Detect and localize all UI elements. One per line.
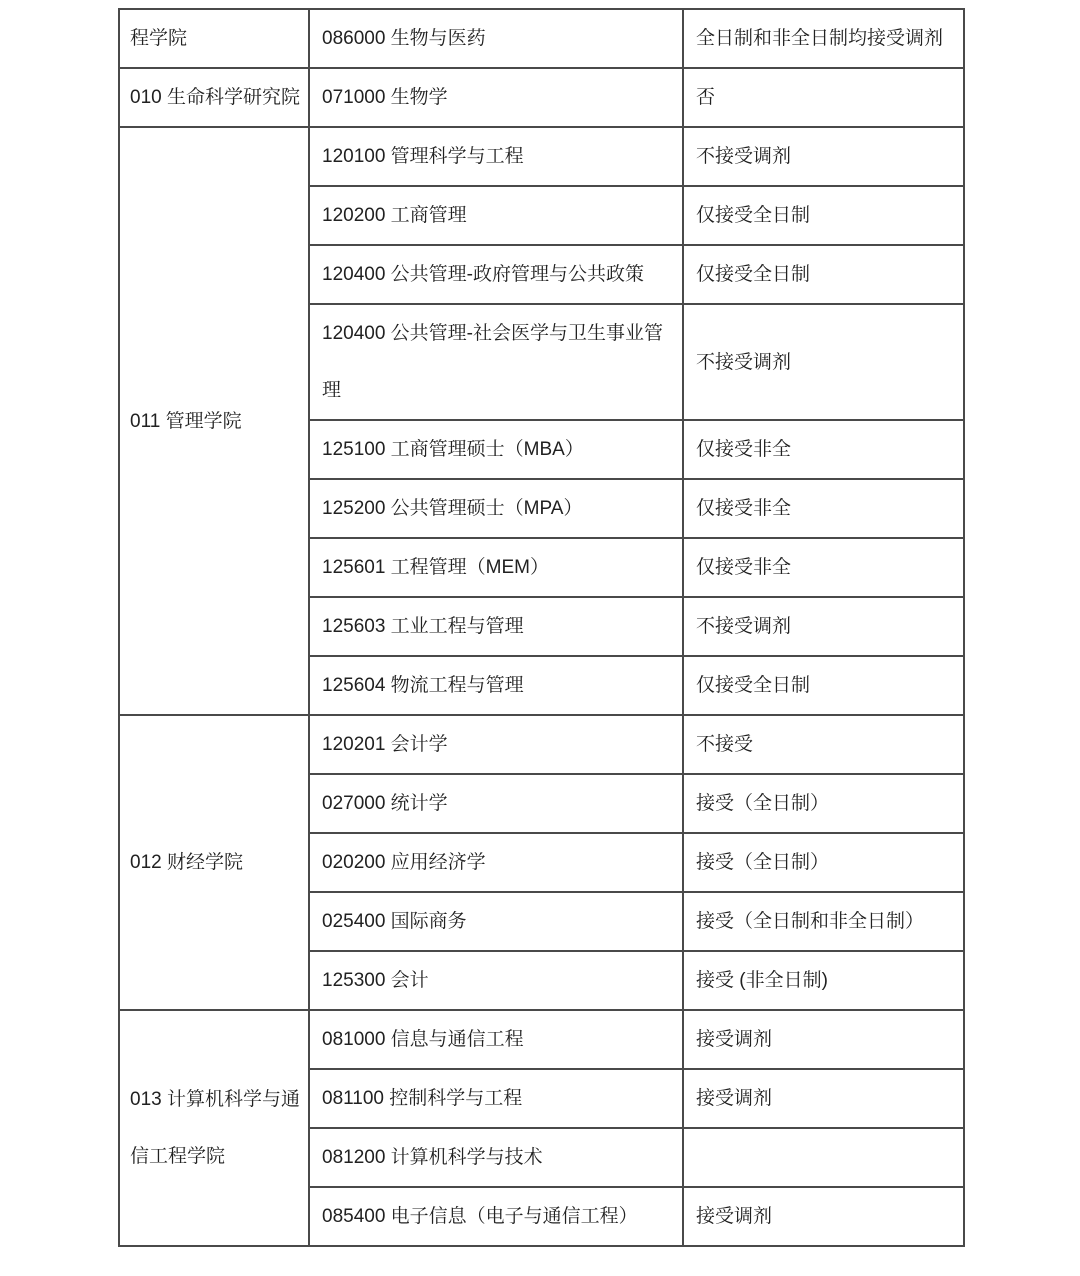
status-cell: 全日制和非全日制均接受调剂 [683,9,964,68]
status-cell: 不接受 [683,715,964,774]
table-row [119,127,964,186]
college-cell: 程学院 [119,9,309,68]
status-cell: 接受调剂 [683,1010,964,1069]
college-cell: 011 管理学院 [119,127,309,715]
program-cell: 020200 应用经济学 [309,833,683,892]
program-cell: 086000 生物与医药 [309,9,683,68]
program-cell: 120400 公共管理-政府管理与公共政策 [309,245,683,304]
program-cell: 120400 公共管理-社会医学与卫生事业管理 [309,304,683,420]
status-cell: 仅接受非全 [683,479,964,538]
program-cell: 081000 信息与通信工程 [309,1010,683,1069]
adjustment-table [118,8,965,1247]
program-cell: 125604 物流工程与管理 [309,656,683,715]
status-cell: 仅接受非全 [683,538,964,597]
table-row [119,715,964,774]
table-row [119,68,964,127]
program-cell: 071000 生物学 [309,68,683,127]
program-cell: 120100 管理科学与工程 [309,127,683,186]
college-cell: 013 计算机科学与通信工程学院 [119,1010,309,1246]
status-cell: 仅接受全日制 [683,186,964,245]
program-cell: 125200 公共管理硕士（MPA） [309,479,683,538]
table-row [119,1010,964,1069]
status-cell: 接受调剂 [683,1187,964,1246]
program-cell: 085400 电子信息（电子与通信工程） [309,1187,683,1246]
program-cell: 027000 统计学 [309,774,683,833]
status-cell: 接受（全日制） [683,833,964,892]
adjustment-table-body [119,9,964,1246]
status-cell: 接受 (非全日制) [683,951,964,1010]
status-cell: 仅接受非全 [683,420,964,479]
program-cell: 081100 控制科学与工程 [309,1069,683,1128]
table-row [119,9,964,68]
status-cell: 不接受调剂 [683,304,964,420]
program-cell: 125100 工商管理硕士（MBA） [309,420,683,479]
status-cell: 接受调剂 [683,1069,964,1128]
program-cell: 081200 计算机科学与技术 [309,1128,683,1187]
program-cell: 125300 会计 [309,951,683,1010]
status-cell: 接受（全日制） [683,774,964,833]
program-cell: 025400 国际商务 [309,892,683,951]
program-cell: 125603 工业工程与管理 [309,597,683,656]
program-cell: 120200 工商管理 [309,186,683,245]
college-cell: 010 生命科学研究院 [119,68,309,127]
program-cell: 125601 工程管理（MEM） [309,538,683,597]
program-cell: 120201 会计学 [309,715,683,774]
college-cell: 012 财经学院 [119,715,309,1010]
status-cell: 否 [683,68,964,127]
status-cell: 不接受调剂 [683,127,964,186]
status-cell: 仅接受全日制 [683,656,964,715]
status-cell: 不接受调剂 [683,597,964,656]
status-cell: 接受（全日制和非全日制） [683,892,964,951]
status-cell [683,1128,964,1187]
status-cell: 仅接受全日制 [683,245,964,304]
